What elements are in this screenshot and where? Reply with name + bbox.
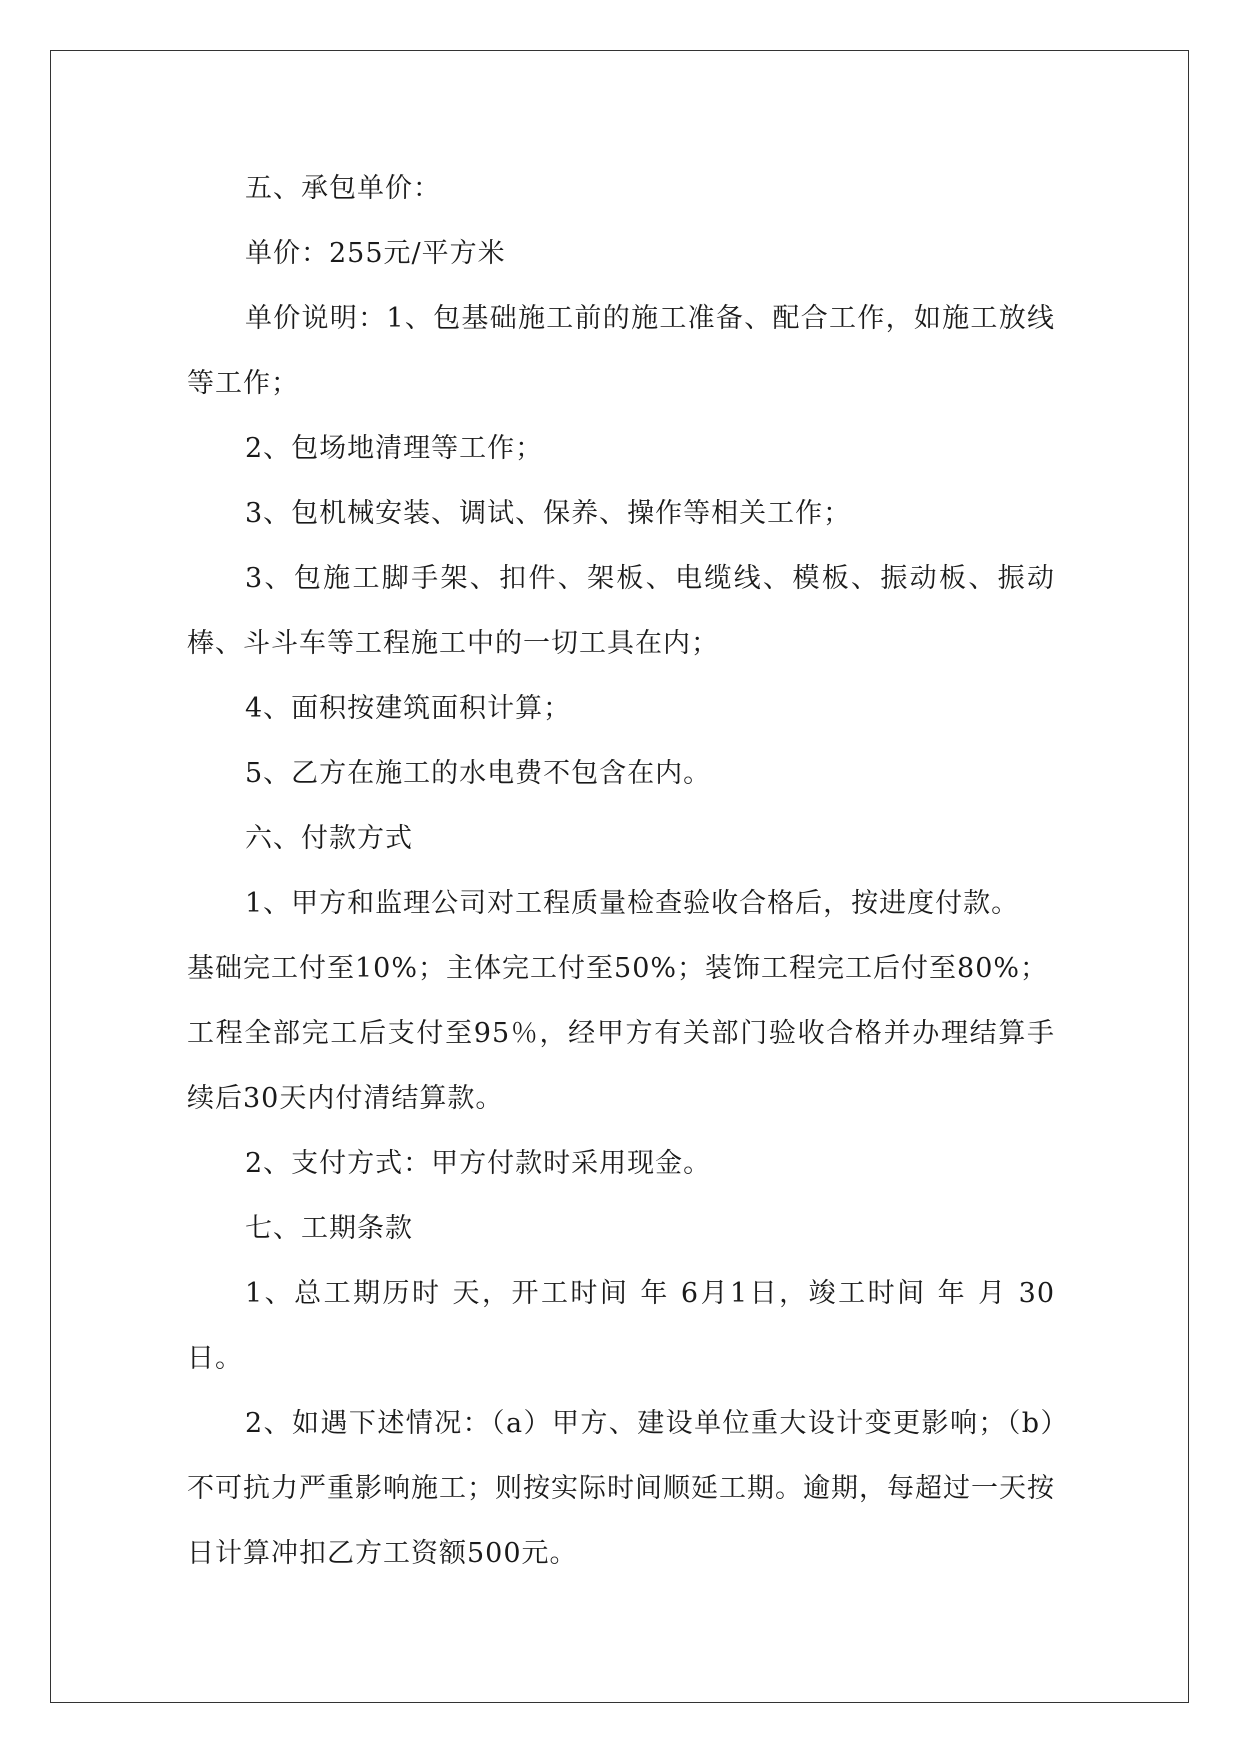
payment-schedule: 基础完工付至10%；主体完工付至50%；装饰工程完工后付至80%； bbox=[187, 953, 1049, 984]
unit-price-note-4: 4、面积按建筑面积计算； bbox=[245, 693, 572, 724]
section-heading-schedule: 七、工期条款 bbox=[245, 1213, 413, 1244]
unit-price-note-3: 3、包机械安装、调试、保养、操作等相关工作； bbox=[245, 498, 852, 529]
payment-final: 工程全部完工后支付至95％，经甲方有关部门验收合格并办理结算手续后30天内付清结算款。 bbox=[187, 1018, 1055, 1114]
document-body bbox=[187, 156, 1055, 1586]
unit-price-note-5: 5、乙方在施工的水电费不包含在内。 bbox=[245, 758, 712, 789]
schedule-clause-2: 2、如遇下述情况：（a）甲方、建设单位重大设计变更影响；（b）不可抗力严重影响施工；则按实际时间顺延工期。逾期，每超过一天按日计算冲扣乙方工资额500元。 bbox=[187, 1408, 1055, 1569]
section-heading-payment: 六、付款方式 bbox=[245, 823, 413, 854]
schedule-clause-1: 1、总工期历时 天，开工时间 年 6月1日，竣工时间 年 月 30日。 bbox=[187, 1278, 1055, 1374]
unit-price-note-3b: 3、包施工脚手架、扣件、架板、电缆线、模板、振动板、振动棒、斗斗车等工程施工中的一切工具在内； bbox=[187, 563, 1055, 659]
payment-clause-1: 1、甲方和监理公司对工程质量检查验收合格后，按进度付款。 bbox=[245, 888, 1020, 919]
payment-clause-2: 2、支付方式：甲方付款时采用现金。 bbox=[245, 1148, 712, 1179]
unit-price-value: 单价：255元/平方米 bbox=[245, 238, 506, 269]
unit-price-note-1: 单价说明：1、包基础施工前的施工准备、配合工作，如施工放线等工作； bbox=[187, 303, 1055, 399]
unit-price-note-2: 2、包场地清理等工作； bbox=[245, 433, 544, 464]
section-heading-unit-price: 五、承包单价： bbox=[245, 173, 441, 204]
